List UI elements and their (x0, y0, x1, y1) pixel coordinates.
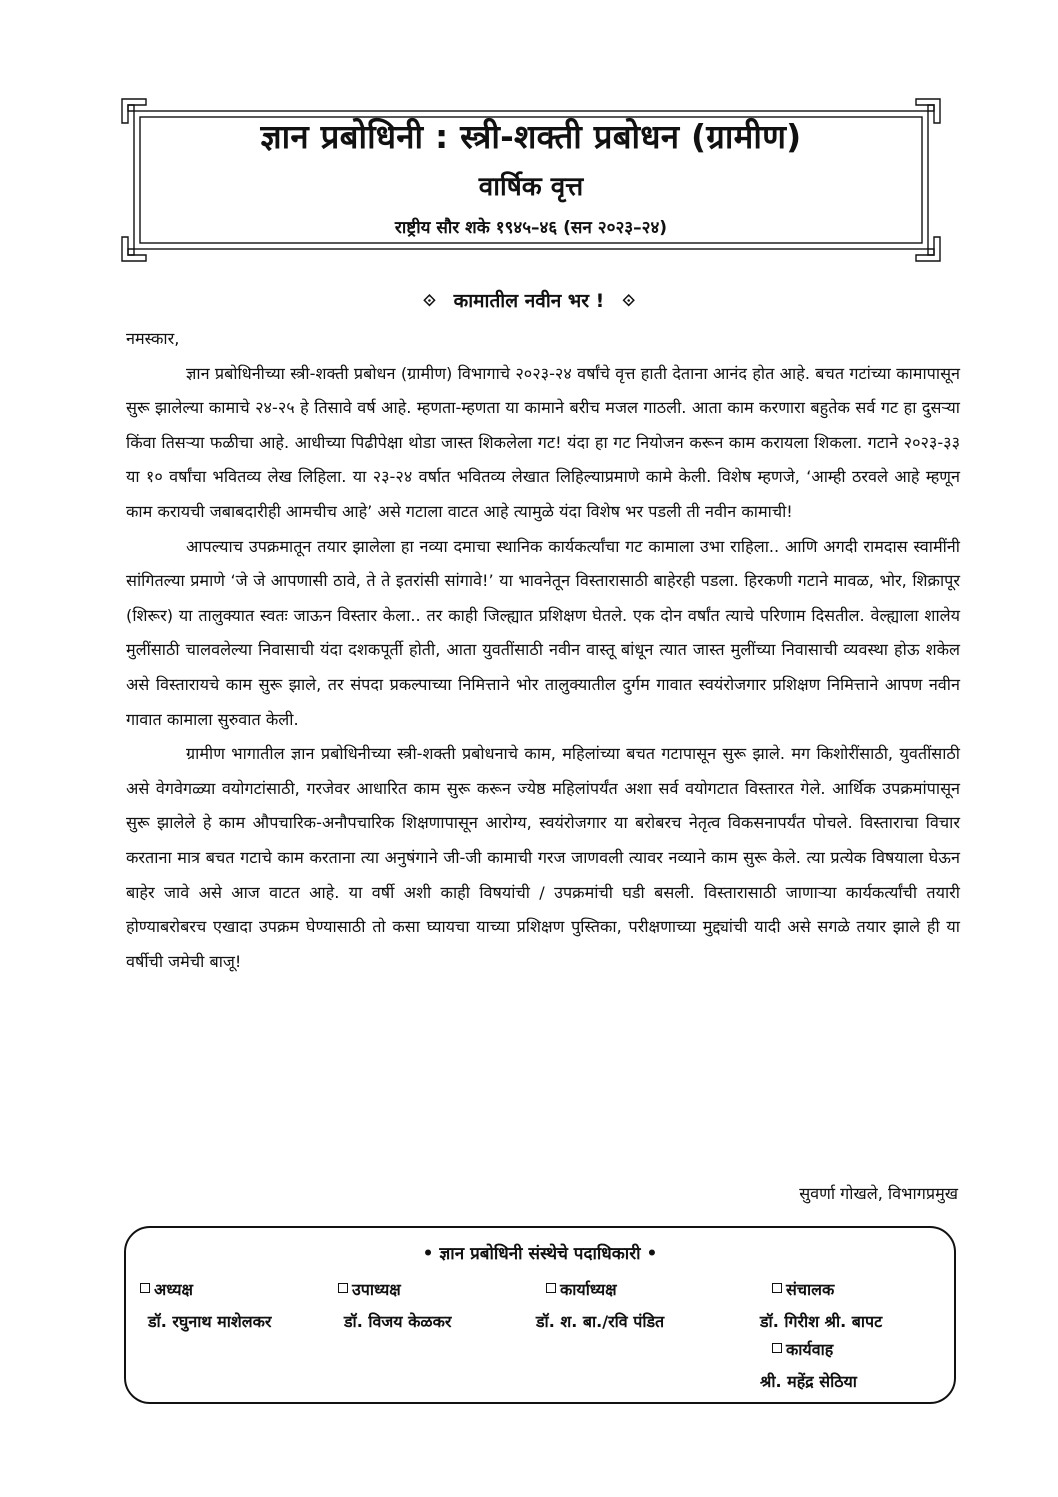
section-heading (0, 287, 1058, 313)
bearer-name: डॉ. श. बा./रवि पंडित (536, 1312, 665, 1331)
date-line: राष्ट्रीय सौर शके १९४५–४६ (सन २०२३–२४) (394, 218, 668, 238)
page-title: ज्ञान प्रबोधिनी : स्त्री-शक्ती प्रबोधन (ग्रामीण) (260, 117, 802, 156)
bearer-executive-president (536, 1278, 665, 1332)
bearer-vice-president (338, 1278, 451, 1332)
page-subtitle: वार्षिक वृत्त (478, 172, 584, 202)
paragraph: आपल्याच उपक्रमातून तयार झालेला हा नव्या दमाचा स्थानिक कार्यकर्त्यांचा गट कामाला उभा राहिला.. आणि अगदी रामदास स्वामींनी सांगितल्या प्रमाणे ‘जे जे आपणासी ठावे, ते ते इतरांसी सांगावे!’ या भावनेतून विस्तारासाठी बाहेरही पडला. हिरकणी गटाने मावळ, भोर, शिक्रापूर (शिरूर) या तालुक्यात स्वतः जाऊन विस्तार केला.. तर काही जिल्ह्यात प्रशिक्षण घेतले. एक दोन वर्षांत त्याचे परिणाम दिसतील. वेल्ह्याला शालेय मुलींसाठी चालवलेल्या निवासाची यंदा दशकपूर्ती होती, आता युवतींसाठी नवीन वास्तू बांधून त्यात जास्त मुलींच्या निवासाची व्यवस्था होऊ शकेल असे विस्तारायचे काम सुरू झाले, तर संपदा प्रकल्पाच्या निमित्ताने भोर तालुक्यातील दुर्गम गावात स्वयंरोजगार प्रशिक्षण निमित्ताने आपण नवीन गावात कामाला सुरुवात केली. (126, 536, 960, 729)
bearer-president (140, 1278, 271, 1332)
checkbox-square-icon (772, 1343, 782, 1353)
checkbox-square-icon (140, 1283, 150, 1293)
header-frame (120, 97, 942, 263)
bearer-director (760, 1278, 883, 1332)
bearer-name: डॉ. रघुनाथ माशेलकर (148, 1312, 272, 1331)
diamond-icon: ⟐ (423, 291, 436, 310)
office-bearers-title: • ज्ञान प्रबोधिनी संस्थेचे पदाधिकारी • (422, 1244, 658, 1264)
office-bearers-box (124, 1226, 956, 1404)
bearer-role: संचालक (772, 1278, 882, 1300)
bearer-role: उपाध्यक्ष (338, 1278, 451, 1300)
bearer-secretary (760, 1338, 857, 1392)
bearer-name: डॉ. गिरीश श्री. बापट (760, 1312, 883, 1331)
checkbox-square-icon (546, 1283, 556, 1293)
bearer-role: अध्यक्ष (140, 1278, 271, 1300)
checkbox-square-icon (338, 1283, 348, 1293)
section-heading-text: कामातील नवीन भर ! (453, 290, 605, 312)
bearer-name: डॉ. विजय केळकर (344, 1312, 452, 1331)
signature: सुवर्णा गोखले, विभागप्रमुख (799, 1184, 958, 1203)
bearer-role: कार्याध्यक्ष (546, 1278, 664, 1300)
diamond-icon: ⟐ (622, 291, 635, 310)
checkbox-square-icon (772, 1283, 782, 1293)
bearer-name: श्री. महेंद्र सेठिया (760, 1372, 857, 1391)
greeting: नमस्कार, (126, 329, 180, 348)
bearer-role: कार्यवाह (772, 1338, 857, 1360)
letter-body (126, 322, 960, 979)
paragraph: ग्रामीण भागातील ज्ञान प्रबोधिनीच्या स्त्री-शक्ती प्रबोधनाचे काम, महिलांच्या बचत गटापासून सुरू झाले. मग किशोरींसाठी, युवतींसाठी असे वेगवेगळ्या वयोगटांसाठी, गरजेवर आधारित काम सुरू करून ज्येष्ठ महिलांपर्यंत अशा सर्व वयोगटात विस्तारत गेले. आर्थिक उपक्रमांपासून सुरू झालेले हे काम औपचारिक-अनौपचारिक शिक्षणापासून आरोग्य, स्वयंरोजगार या बरोबरच नेतृत्व विकसनापर्यंत पोचले. विस्ताराचा विचार करताना मात्र बचत गटाचे काम करताना त्या अनुषंगाने जी-जी कामाची गरज जाणवली त्यावर नव्याने काम सुरू केले. त्या प्रत्येक विषयाला घेऊन बाहेर जावे असे आज वाटत आहे. या वर्षी अशी काही विषयांची / उपक्रमांची घडी बसली. विस्तारासाठी जाणाऱ्या कार्यकर्त्यांची तयारी होण्याबरोबरच एखादा उपक्रम घेण्यासाठी तो कसा घ्यायचा याच्या प्रशिक्षण पुस्तिका, परीक्षणाच्या मुद्द्यांची यादी असे सगळे तयार झाले ही या वर्षीची जमेची बाजू! (126, 744, 960, 971)
paragraph: ज्ञान प्रबोधिनीच्या स्त्री-शक्ती प्रबोधन (ग्रामीण) विभागाचे २०२३-२४ वर्षांचे वृत्त हाती देताना आनंद होत आहे. बचत गटांच्या कामापासून सुरू झालेल्या कामाचे २४-२५ हे तिसावे वर्ष आहे. म्हणता-म्हणता या कामाने बरीच मजल गाठली. आता काम करणारा बहुतेक सर्व गट हा दुसऱ्या किंवा तिसऱ्या फळीचा आहे. आधीच्या पिढीपेक्षा थोडा जास्त शिकलेला गट! यंदा हा गट नियोजन करून काम करायला शिकला. गटाने २०२३-३३ या १० वर्षांचा भवितव्य लेख लिहिला. या २३-२४ वर्षात भवितव्य लेखात लिहिल्याप्रमाणे कामे केली. विशेष म्हणजे, ‘आम्ही ठरवले आहे म्हणून काम करायची जबाबदारीही आमचीच आहे’ असे गटाला वाटत आहे त्यामुळे यंदा विशेष भर पडली ती नवीन कामाची! (126, 363, 960, 521)
header-content (120, 97, 942, 263)
